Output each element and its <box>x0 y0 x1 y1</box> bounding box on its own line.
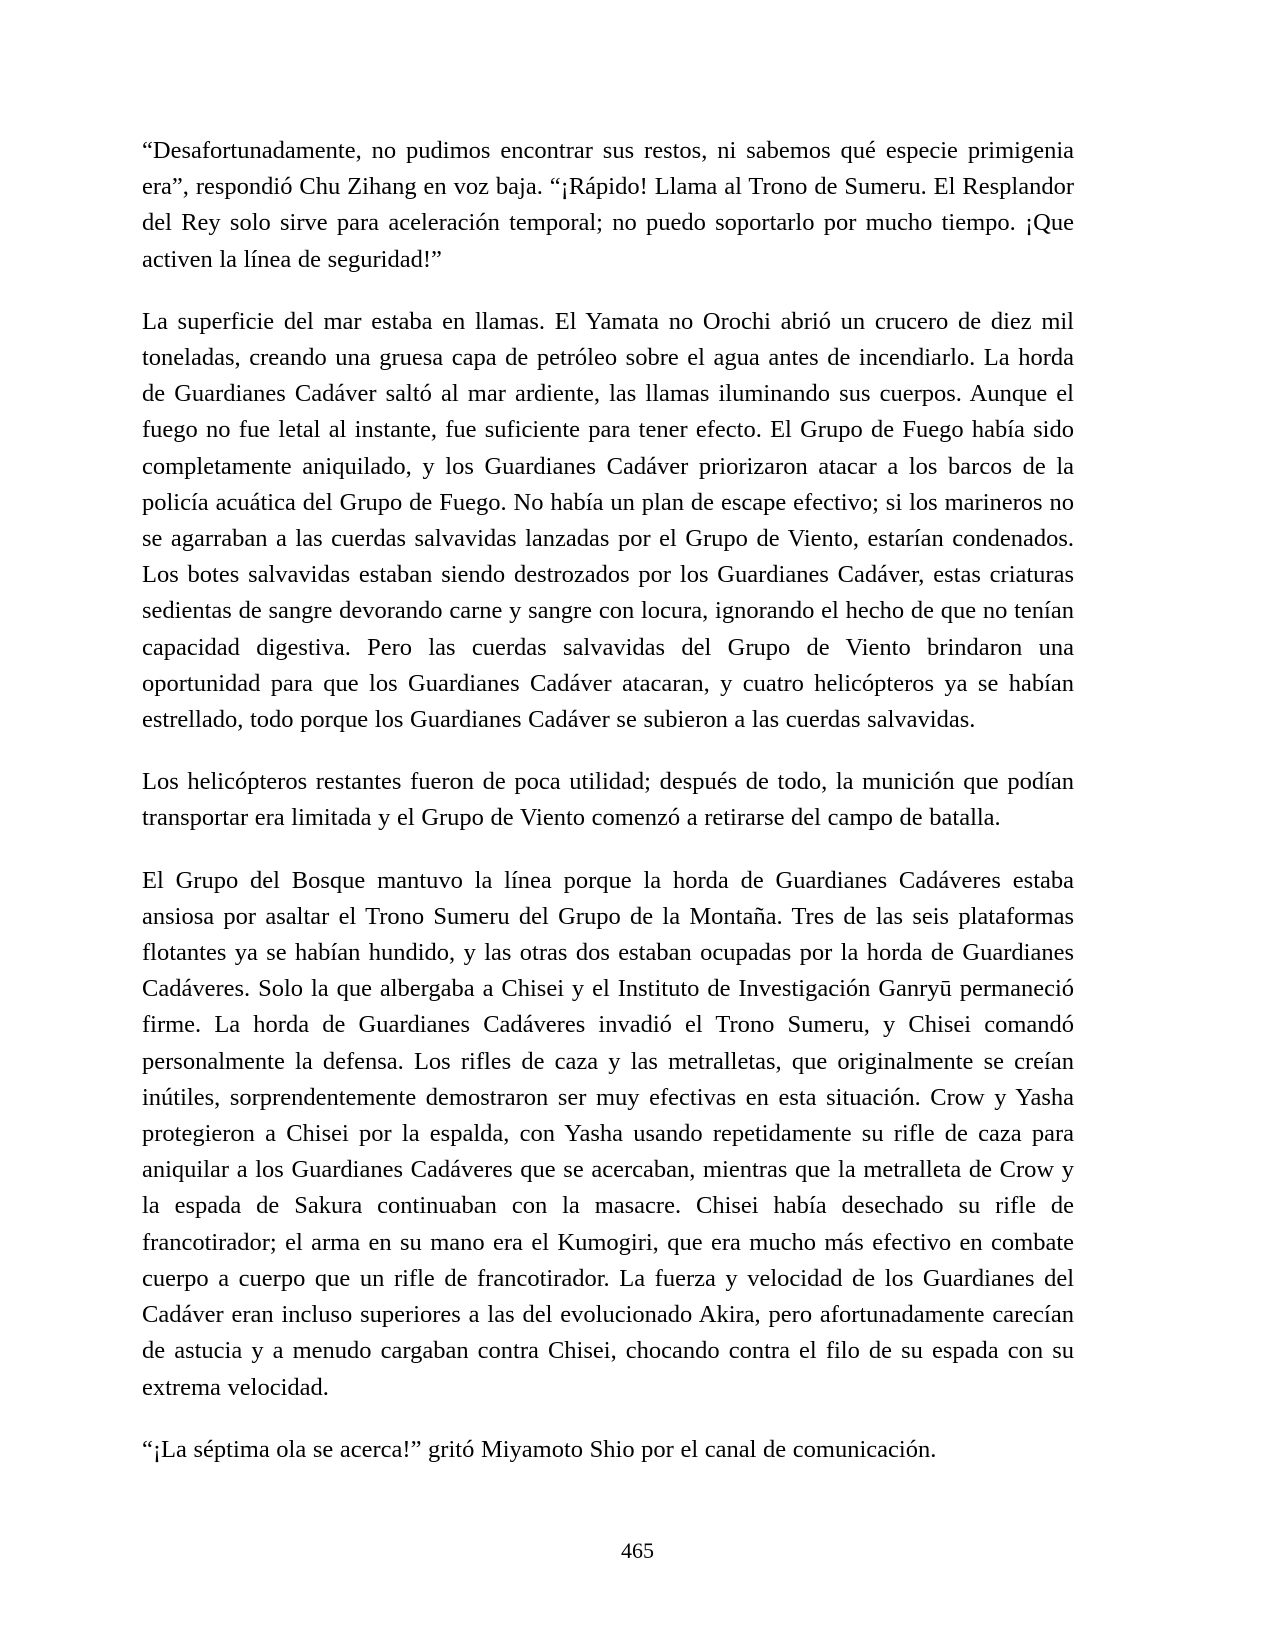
page-number: 465 <box>621 1538 654 1563</box>
body-text-column <box>142 133 1074 1468</box>
paragraph-5: “¡La séptima ola se acerca!” gritó Miyamoto Shio por el canal de comunicación. <box>142 1435 937 1463</box>
paragraph-3: Los helicópteros restantes fueron de poca utilidad; después de todo, la munición que podían transportar era limitada y el Grupo de Viento comenzó a retirarse del campo de batalla. <box>142 768 1074 832</box>
paragraph-2: La superficie del mar estaba en llamas. El Yamata no Orochi abrió un crucero de diez mil toneladas, creando una gruesa capa de petróleo sobre el agua antes de incendiarlo. La horda de Guardianes Cadáver saltó al mar ardiente, las llamas iluminando sus cuerpos. Aunque el fuego no fue letal al instante, fue suficiente para tener efecto. El Grupo de Fuego había sido completamente aniquilado, y los Guardianes Cadáver priorizaron atacar a los barcos de la policía acuática del Grupo de Fuego. No había un plan de escape efectivo; si los marineros no se agarraban a las cuerdas salvavidas lanzadas por el Grupo de Viento, estarían condenados. Los botes salvavidas estaban siendo destrozados por los Guardianes Cadáver, estas criaturas sedientas de sangre devorando carne y sangre con locura, ignorando el hecho de que no tenían capacidad digestiva. Pero las cuerdas salvavidas del Grupo de Viento brindaron una oportunidad para que los Guardianes Cadáver atacaran, y cuatro helicópteros ya se habían estrellado, todo porque los Guardianes Cadáver se subieron a las cuerdas salvavidas. <box>142 307 1074 734</box>
paragraph-1: “Desafortunadamente, no pudimos encontrar sus restos, ni sabemos qué especie primigenia era”, respondió Chu Zihang en voz baja. “¡Rápido! Llama al Trono de Sumeru. El Resplandor del Rey solo sirve para aceleración temporal; no puedo soportarlo por mucho tiempo. ¡Que activen la línea de seguridad!” <box>142 137 1074 273</box>
paragraph-4: El Grupo del Bosque mantuvo la línea porque la horda de Guardianes Cadáveres estaba ansiosa por asaltar el Trono Sumeru del Grupo de la Montaña. Tres de las seis plataformas flotantes ya se habían hundido, y las otras dos estaban ocupadas por la horda de Guardianes Cadáveres. Solo la que albergaba a Chisei y el Instituto de Investigación Ganryū permaneció firme. La horda de Guardianes Cadáveres invadió el Trono Sumeru, y Chisei comandó personalmente la defensa. Los rifles de caza y las metralletas, que originalmente se creían inútiles, sorprendentemente demostraron ser muy efectivas en esta situación. Crow y Yasha protegieron a Chisei por la espalda, con Yasha usando repetidamente su rifle de caza para aniquilar a los Guardianes Cadáveres que se acercaban, mientras que la metralleta de Crow y la espada de Sakura continuaban con la masacre. Chisei había desechado su rifle de francotirador; el arma en su mano era el Kumogiri, que era mucho más efectivo en combate cuerpo a cuerpo que un rifle de francotirador. La fuerza y velocidad de los Guardianes del Cadáver eran incluso superiores a las del evolucionado Akira, pero afortunadamente carecían de astucia y a menudo cargaban contra Chisei, chocando contra el filo de su espada con su extrema velocidad. <box>142 866 1074 1401</box>
